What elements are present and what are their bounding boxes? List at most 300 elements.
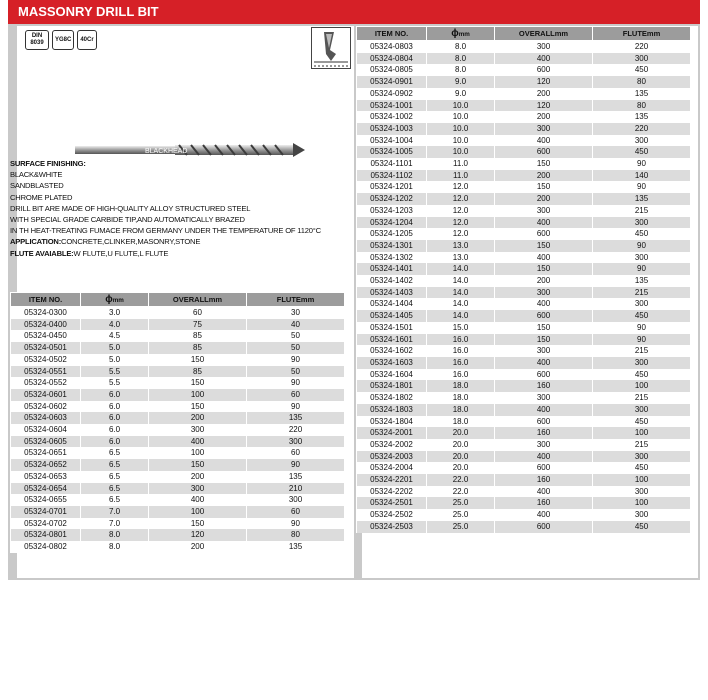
- table-row: [11, 471, 345, 483]
- flute-length-cell: 100: [593, 427, 691, 439]
- table-row: [357, 334, 691, 346]
- diameter-cell: 6.0: [81, 389, 149, 401]
- table-row: [357, 64, 691, 76]
- item-number-cell: 05324-1202: [357, 193, 427, 205]
- flute-length-cell: 450: [593, 416, 691, 428]
- flute-length-cell: 90: [593, 181, 691, 193]
- table-row: [357, 100, 691, 112]
- overall-length-cell: 600: [495, 64, 593, 76]
- item-number-cell: 05324-1005: [357, 146, 427, 158]
- table-row: [357, 439, 691, 451]
- overall-length-cell: 120: [495, 100, 593, 112]
- diameter-cell: 20.0: [427, 451, 495, 463]
- item-number-cell: 05324-2201: [357, 474, 427, 486]
- table-row: [357, 392, 691, 404]
- flute-length-cell: 210: [247, 483, 345, 495]
- diameter-cell: 18.0: [427, 416, 495, 428]
- flute-length-cell: 300: [247, 494, 345, 506]
- spec-table-right: [356, 26, 691, 533]
- table-row: [11, 389, 345, 401]
- diameter-cell: 10.0: [427, 135, 495, 147]
- item-number-cell: 05324-1804: [357, 416, 427, 428]
- diameter-cell: 14.0: [427, 287, 495, 299]
- item-number-cell: 05324-0652: [11, 459, 81, 471]
- diameter-cell: 10.0: [427, 146, 495, 158]
- table-row: [357, 451, 691, 463]
- table-row: [357, 345, 691, 357]
- item-number-cell: 05324-0450: [11, 330, 81, 342]
- table-row: [11, 518, 345, 530]
- finish-sandblasted: SANDBLASTED: [10, 181, 64, 191]
- item-number-cell: 05324-0901: [357, 76, 427, 88]
- table-row: [357, 462, 691, 474]
- item-number-cell: 05324-1403: [357, 287, 427, 299]
- table-row: [357, 369, 691, 381]
- item-number-cell: 05324-2001: [357, 427, 427, 439]
- table-row: [11, 412, 345, 424]
- drill-bit-image: [75, 140, 307, 160]
- table-row: [11, 307, 345, 319]
- overall-length-cell: 160: [495, 474, 593, 486]
- overall-length-cell: 600: [495, 521, 593, 533]
- diameter-cell: 4.5: [81, 330, 149, 342]
- col-diameter: ϕmm: [427, 27, 495, 41]
- overall-length-cell: 150: [149, 401, 247, 413]
- item-number-cell: 05324-0655: [11, 494, 81, 506]
- flute-length-cell: 215: [593, 287, 691, 299]
- overall-length-cell: 400: [495, 217, 593, 229]
- diameter-cell: 6.5: [81, 494, 149, 506]
- flute-length-cell: 90: [593, 240, 691, 252]
- surface-heading: SURFACE FINISHING:: [10, 159, 86, 168]
- diameter-cell: 5.5: [81, 366, 149, 378]
- table-row: [357, 322, 691, 334]
- diameter-cell: 18.0: [427, 392, 495, 404]
- heat-treat-line: IN TH HEAT-TREATING FUMACE FROM GERMANY UNDER THE TEMPERATURE OF 1120°C: [10, 226, 321, 236]
- table-row: [357, 521, 691, 533]
- flute-length-cell: 300: [593, 217, 691, 229]
- item-number-cell: 05324-0603: [11, 412, 81, 424]
- diameter-cell: 6.5: [81, 459, 149, 471]
- overall-length-cell: 300: [149, 483, 247, 495]
- flute-line: FLUTE AVAIABLE:W FLUTE,U FLUTE,L FLUTE: [10, 248, 169, 258]
- table-row: [11, 436, 345, 448]
- overall-length-cell: 200: [149, 412, 247, 424]
- table-row: [11, 459, 345, 471]
- overall-length-cell: 85: [149, 342, 247, 354]
- overall-length-cell: 150: [495, 263, 593, 275]
- table-row: [357, 193, 691, 205]
- material-line: DRILL BIT ARE MADE OF HIGH-QUALITY ALLOY STRUCTURED STEEL: [10, 203, 251, 213]
- carbide-line: WITH SPECIAL GRADE CARBIDE TIP,AND AUTOMATICALLY BRAZED: [10, 215, 245, 225]
- diameter-cell: 6.0: [81, 412, 149, 424]
- overall-length-cell: 150: [495, 334, 593, 346]
- item-number-cell: 05324-1404: [357, 298, 427, 310]
- overall-length-cell: 160: [495, 427, 593, 439]
- overall-length-cell: 600: [495, 369, 593, 381]
- table-row: [11, 541, 345, 553]
- flute-length-cell: 80: [247, 529, 345, 541]
- flute-length-cell: 90: [247, 354, 345, 366]
- overall-length-cell: 150: [149, 354, 247, 366]
- diameter-cell: 22.0: [427, 474, 495, 486]
- flute-length-cell: 300: [593, 451, 691, 463]
- flute-length-cell: 100: [593, 497, 691, 509]
- item-number-cell: 05324-0605: [11, 436, 81, 448]
- table-row: [11, 483, 345, 495]
- col-diameter: ϕmm: [81, 293, 149, 307]
- diameter-cell: 5.0: [81, 342, 149, 354]
- table-row: [357, 427, 691, 439]
- table-row: [11, 529, 345, 541]
- table-row: [357, 298, 691, 310]
- spec-table-left: [10, 292, 345, 553]
- diameter-cell: 22.0: [427, 486, 495, 498]
- overall-length-cell: 600: [495, 310, 593, 322]
- overall-length-cell: 150: [149, 518, 247, 530]
- diameter-cell: 25.0: [427, 521, 495, 533]
- diameter-cell: 6.5: [81, 483, 149, 495]
- overall-length-cell: 75: [149, 319, 247, 331]
- flute-length-cell: 300: [593, 53, 691, 65]
- flute-length-cell: 80: [593, 76, 691, 88]
- table-row: [357, 252, 691, 264]
- diameter-cell: 11.0: [427, 158, 495, 170]
- flute-length-cell: 300: [247, 436, 345, 448]
- table-row: [11, 424, 345, 436]
- table-row: [357, 205, 691, 217]
- item-number-cell: 05324-0602: [11, 401, 81, 413]
- cr-badge: 40Cr: [77, 30, 96, 50]
- flute-length-cell: 300: [593, 357, 691, 369]
- item-number-cell: 05324-1402: [357, 275, 427, 287]
- flute-length-cell: 30: [247, 307, 345, 319]
- overall-length-cell: 300: [495, 41, 593, 53]
- page-title: MASSONRY DRILL BIT: [8, 0, 700, 24]
- item-number-cell: 05324-0805: [357, 64, 427, 76]
- table-row: [357, 287, 691, 299]
- overall-length-cell: 100: [149, 389, 247, 401]
- overall-length-cell: 400: [495, 509, 593, 521]
- item-number-cell: 05324-1203: [357, 205, 427, 217]
- diameter-cell: 7.0: [81, 518, 149, 530]
- flute-length-cell: 135: [593, 193, 691, 205]
- flute-length-cell: 450: [593, 64, 691, 76]
- overall-length-cell: 400: [495, 298, 593, 310]
- flute-length-cell: 215: [593, 205, 691, 217]
- overall-length-cell: 400: [495, 404, 593, 416]
- flute-length-cell: 300: [593, 298, 691, 310]
- flute-length-cell: 40: [247, 319, 345, 331]
- diameter-cell: 16.0: [427, 369, 495, 381]
- diameter-cell: 20.0: [427, 427, 495, 439]
- item-number-cell: 05324-0604: [11, 424, 81, 436]
- item-number-cell: 05324-0651: [11, 447, 81, 459]
- overall-length-cell: 600: [495, 416, 593, 428]
- table-row: [357, 228, 691, 240]
- item-number-cell: 05324-1601: [357, 334, 427, 346]
- diameter-cell: 8.0: [427, 41, 495, 53]
- diameter-cell: 14.0: [427, 298, 495, 310]
- item-number-cell: 05324-0400: [11, 319, 81, 331]
- overall-length-cell: 200: [495, 111, 593, 123]
- overall-length-cell: 160: [495, 380, 593, 392]
- drill-brand-text: BLACKHEAD: [145, 148, 188, 155]
- overall-length-cell: 400: [495, 451, 593, 463]
- flute-length-cell: 450: [593, 228, 691, 240]
- product-description: [10, 158, 340, 259]
- table-row: [357, 158, 691, 170]
- overall-length-cell: 200: [495, 193, 593, 205]
- overall-length-cell: 300: [495, 345, 593, 357]
- item-number-cell: 05324-1401: [357, 263, 427, 275]
- item-number-cell: 05324-1405: [357, 310, 427, 322]
- overall-length-cell: 600: [495, 228, 593, 240]
- table-row: [357, 53, 691, 65]
- overall-length-cell: 600: [495, 146, 593, 158]
- table-header-row: [11, 293, 345, 307]
- diameter-cell: 10.0: [427, 123, 495, 135]
- standard-badges: [25, 30, 97, 50]
- flute-length-cell: 135: [247, 412, 345, 424]
- table-row: [11, 319, 345, 331]
- flute-length-cell: 450: [593, 462, 691, 474]
- table-row: [11, 354, 345, 366]
- flute-length-cell: 90: [247, 518, 345, 530]
- flute-length-cell: 450: [593, 369, 691, 381]
- diameter-cell: 25.0: [427, 497, 495, 509]
- table-row: [357, 275, 691, 287]
- diameter-cell: 14.0: [427, 310, 495, 322]
- flute-length-cell: 450: [593, 310, 691, 322]
- table-row: [357, 310, 691, 322]
- overall-length-cell: 400: [495, 357, 593, 369]
- diameter-cell: 16.0: [427, 357, 495, 369]
- diameter-cell: 14.0: [427, 275, 495, 287]
- flute-length-cell: 60: [247, 447, 345, 459]
- item-number-cell: 05324-1602: [357, 345, 427, 357]
- item-number-cell: 05324-0804: [357, 53, 427, 65]
- flute-length-cell: 90: [593, 263, 691, 275]
- flute-length-cell: 50: [247, 342, 345, 354]
- flute-length-cell: 300: [593, 135, 691, 147]
- flute-length-cell: 300: [593, 509, 691, 521]
- item-number-cell: 05324-1004: [357, 135, 427, 147]
- table-row: [357, 497, 691, 509]
- diameter-cell: 11.0: [427, 170, 495, 182]
- flute-length-cell: 215: [593, 439, 691, 451]
- item-number-cell: 05324-1204: [357, 217, 427, 229]
- item-number-cell: 05324-1102: [357, 170, 427, 182]
- flute-length-cell: 300: [593, 252, 691, 264]
- yg8c-badge: YG8C: [52, 30, 74, 50]
- item-number-cell: 05324-2501: [357, 497, 427, 509]
- table-row: [357, 111, 691, 123]
- diameter-cell: 9.0: [427, 88, 495, 100]
- item-number-cell: 05324-1803: [357, 404, 427, 416]
- overall-length-cell: 100: [149, 447, 247, 459]
- overall-length-cell: 120: [149, 529, 247, 541]
- item-number-cell: 05324-0702: [11, 518, 81, 530]
- table-row: [357, 88, 691, 100]
- diameter-cell: 6.0: [81, 401, 149, 413]
- overall-length-cell: 150: [495, 322, 593, 334]
- item-number-cell: 05324-1801: [357, 380, 427, 392]
- overall-length-cell: 150: [149, 377, 247, 389]
- table-row: [357, 240, 691, 252]
- item-number-cell: 05324-0551: [11, 366, 81, 378]
- flute-length-cell: 450: [593, 521, 691, 533]
- overall-length-cell: 200: [149, 471, 247, 483]
- item-number-cell: 05324-2202: [357, 486, 427, 498]
- diameter-cell: 8.0: [427, 53, 495, 65]
- diameter-cell: 14.0: [427, 263, 495, 275]
- flute-length-cell: 60: [247, 389, 345, 401]
- item-number-cell: 05324-1301: [357, 240, 427, 252]
- flute-length-cell: 135: [593, 88, 691, 100]
- overall-length-cell: 400: [495, 135, 593, 147]
- flute-length-cell: 300: [593, 486, 691, 498]
- finish-chrome: CHROME PLATED: [10, 192, 73, 202]
- flute-length-cell: 135: [247, 541, 345, 553]
- table-row: [357, 135, 691, 147]
- flute-length-cell: 220: [593, 123, 691, 135]
- overall-length-cell: 60: [149, 307, 247, 319]
- diameter-cell: 20.0: [427, 439, 495, 451]
- item-number-cell: 05324-0300: [11, 307, 81, 319]
- overall-length-cell: 200: [495, 275, 593, 287]
- item-number-cell: 05324-1201: [357, 181, 427, 193]
- item-number-cell: 05324-1101: [357, 158, 427, 170]
- diameter-cell: 13.0: [427, 240, 495, 252]
- table-row: [357, 486, 691, 498]
- din-badge: DIN 8039: [25, 30, 49, 50]
- item-number-cell: 05324-2004: [357, 462, 427, 474]
- diameter-cell: 12.0: [427, 228, 495, 240]
- item-number-cell: 05324-2502: [357, 509, 427, 521]
- overall-length-cell: 150: [149, 459, 247, 471]
- item-number-cell: 05324-1001: [357, 100, 427, 112]
- table-row: [11, 494, 345, 506]
- flute-length-cell: 220: [247, 424, 345, 436]
- diameter-cell: 7.0: [81, 506, 149, 518]
- finish-black-white: BLACK&WHITE: [10, 170, 63, 180]
- table-row: [357, 217, 691, 229]
- application-line: APPLICATION:CONCRETE,CLINKER,MASONRY,STONE: [10, 237, 201, 247]
- item-number-cell: 05324-0653: [11, 471, 81, 483]
- table-row: [357, 357, 691, 369]
- item-number-cell: 05324-1302: [357, 252, 427, 264]
- table-row: [357, 474, 691, 486]
- col-flute: FLUTEmm: [593, 27, 691, 41]
- diameter-cell: 9.0: [427, 76, 495, 88]
- table-row: [357, 76, 691, 88]
- item-number-cell: 05324-0654: [11, 483, 81, 495]
- overall-length-cell: 400: [149, 494, 247, 506]
- item-number-cell: 05324-0802: [11, 541, 81, 553]
- flute-length-cell: 90: [593, 334, 691, 346]
- flute-length-cell: 450: [593, 146, 691, 158]
- item-number-cell: 05324-0601: [11, 389, 81, 401]
- flute-length-cell: 90: [247, 459, 345, 471]
- flute-length-cell: 90: [247, 377, 345, 389]
- table-row: [11, 366, 345, 378]
- table-row: [357, 509, 691, 521]
- diameter-cell: 18.0: [427, 380, 495, 392]
- diameter-cell: 6.5: [81, 447, 149, 459]
- flute-length-cell: 215: [593, 345, 691, 357]
- overall-length-cell: 300: [495, 439, 593, 451]
- item-number-cell: 05324-2003: [357, 451, 427, 463]
- flute-length-cell: 135: [593, 111, 691, 123]
- overall-length-cell: 120: [495, 76, 593, 88]
- diameter-cell: 15.0: [427, 322, 495, 334]
- item-number-cell: 05324-0701: [11, 506, 81, 518]
- table-row: [357, 380, 691, 392]
- col-flute: FLUTEmm: [247, 293, 345, 307]
- overall-length-cell: 400: [495, 486, 593, 498]
- diameter-cell: 8.0: [81, 529, 149, 541]
- overall-length-cell: 400: [495, 53, 593, 65]
- flute-length-cell: 135: [593, 275, 691, 287]
- table-row: [357, 404, 691, 416]
- overall-length-cell: 600: [495, 462, 593, 474]
- flute-length-cell: 215: [593, 392, 691, 404]
- diameter-cell: 3.0: [81, 307, 149, 319]
- diameter-cell: 12.0: [427, 181, 495, 193]
- diameter-cell: 16.0: [427, 345, 495, 357]
- overall-length-cell: 150: [495, 181, 593, 193]
- overall-length-cell: 200: [149, 541, 247, 553]
- diameter-cell: 18.0: [427, 404, 495, 416]
- table-row: [11, 330, 345, 342]
- diameter-cell: 6.0: [81, 436, 149, 448]
- item-number-cell: 05324-1002: [357, 111, 427, 123]
- overall-length-cell: 85: [149, 330, 247, 342]
- item-number-cell: 05324-1603: [357, 357, 427, 369]
- table-row: [11, 506, 345, 518]
- diameter-cell: 12.0: [427, 217, 495, 229]
- overall-length-cell: 100: [149, 506, 247, 518]
- item-number-cell: 05324-0801: [11, 529, 81, 541]
- table-row: [357, 41, 691, 53]
- diameter-cell: 6.5: [81, 471, 149, 483]
- table-header-row: [357, 27, 691, 41]
- col-overall: OVERALLmm: [149, 293, 247, 307]
- flute-length-cell: 140: [593, 170, 691, 182]
- diameter-cell: 10.0: [427, 100, 495, 112]
- diameter-cell: 20.0: [427, 462, 495, 474]
- overall-length-cell: 300: [495, 287, 593, 299]
- flute-length-cell: 100: [593, 474, 691, 486]
- item-number-cell: 05324-0501: [11, 342, 81, 354]
- col-item: ITEM NO.: [11, 293, 81, 307]
- overall-length-cell: 150: [495, 158, 593, 170]
- flute-length-cell: 90: [247, 401, 345, 413]
- diameter-cell: 16.0: [427, 334, 495, 346]
- item-number-cell: 05324-1802: [357, 392, 427, 404]
- diameter-cell: 13.0: [427, 252, 495, 264]
- table-row: [11, 342, 345, 354]
- table-row: [357, 146, 691, 158]
- item-number-cell: 05324-2002: [357, 439, 427, 451]
- overall-length-cell: 400: [149, 436, 247, 448]
- overall-length-cell: 300: [495, 123, 593, 135]
- overall-length-cell: 85: [149, 366, 247, 378]
- item-number-cell: 05324-1205: [357, 228, 427, 240]
- diameter-cell: 8.0: [81, 541, 149, 553]
- diameter-cell: 5.0: [81, 354, 149, 366]
